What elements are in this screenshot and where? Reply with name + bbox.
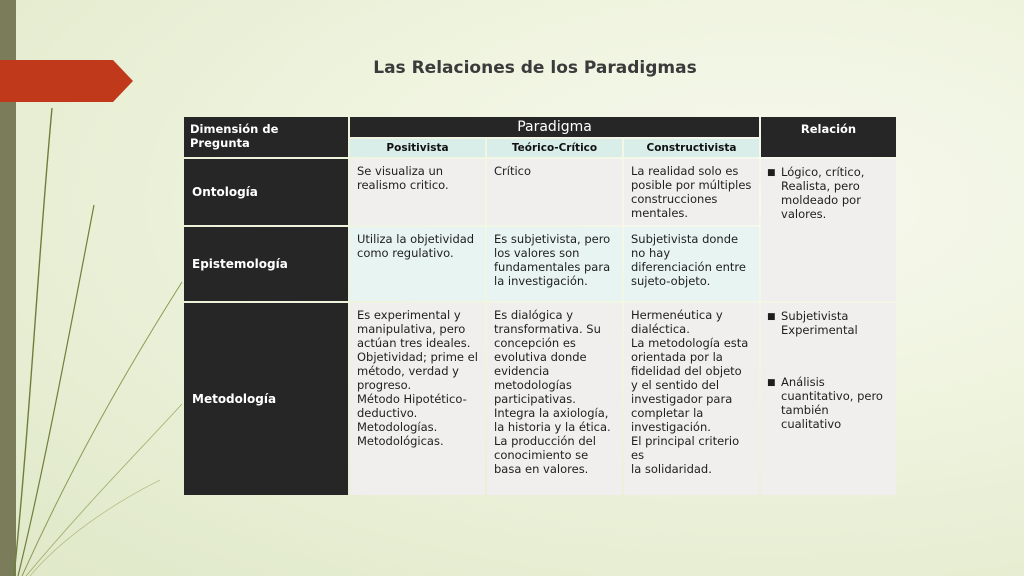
cell-epistemologia-constructivista: Subjetivista donde no hay diferenciación entre sujeto-objeto. (624, 227, 759, 301)
cell-epistemologia-positivista: Utiliza la objetividad como regulativo. (350, 227, 485, 301)
subheader-constructivista: Constructivista (624, 139, 759, 157)
cell-ontologia-constructivista: La realidad solo es posible por múltiples construcciones mentales. (624, 159, 759, 225)
table-row-ontologia (184, 159, 896, 225)
relation-bullet (767, 165, 890, 221)
cell-epistemologia-teorico-critico: Es subjetivista, pero los valores son fundamentales para la investigación. (487, 227, 622, 301)
square-bullet-icon: ■ (767, 312, 776, 322)
relation-bullet (767, 309, 890, 337)
header-dimension: Dimensión de Pregunta (184, 117, 348, 157)
row-label-epistemologia: Epistemología (184, 227, 348, 301)
relation-cell-upper (761, 159, 896, 301)
cell-metodologia-positivista: Es experimental y manipulativa, pero actúan tres ideales. Objetividad; prime el método, verdad y progreso. Método Hipotético- deductivo. Metodologías. Metodológicas. (350, 303, 485, 495)
cell-metodologia-constructivista: Hermenéutica y dialéctica. La metodología esta orientada por la fidelidad del objeto y el sentido del investigador para completar la investigación. El principal criterio es la solidaridad. (624, 303, 759, 495)
square-bullet-icon: ■ (767, 378, 776, 388)
square-bullet-icon: ■ (767, 168, 776, 178)
relation-text: Análisis cuantitativo, pero también cualitativo (781, 375, 883, 431)
header-relation: Relación (761, 117, 896, 157)
paradigms-table (182, 115, 898, 497)
cell-ontologia-teorico-critico: Crítico (487, 159, 622, 225)
slide-title: Las Relaciones de los Paradigmas (373, 58, 697, 78)
cell-metodologia-teorico-critico: Es dialógica y transformativa. Su concepción es evolutiva donde evidencia metodologías participativas. Integra la axiología, la historia y la ética. La producción del conocimiento se basa en valores. (487, 303, 622, 495)
header-paradigm: Paradigma (350, 117, 759, 137)
cell-ontologia-positivista: Se visualiza un realismo critico. (350, 159, 485, 225)
relation-cell-lower (761, 303, 896, 495)
row-label-ontologia: Ontología (184, 159, 348, 225)
subheader-positivista: Positivista (350, 139, 485, 157)
row-label-metodologia: Metodología (184, 303, 348, 495)
subheader-teorico-critico: Teórico-Crítico (487, 139, 622, 157)
relation-bullet (767, 375, 890, 431)
relation-text: Lógico, crítico, Realista, pero moldeado por valores. (781, 165, 865, 221)
table-row-metodologia (184, 303, 896, 495)
relation-text: Subjetivista Experimental (781, 309, 858, 337)
